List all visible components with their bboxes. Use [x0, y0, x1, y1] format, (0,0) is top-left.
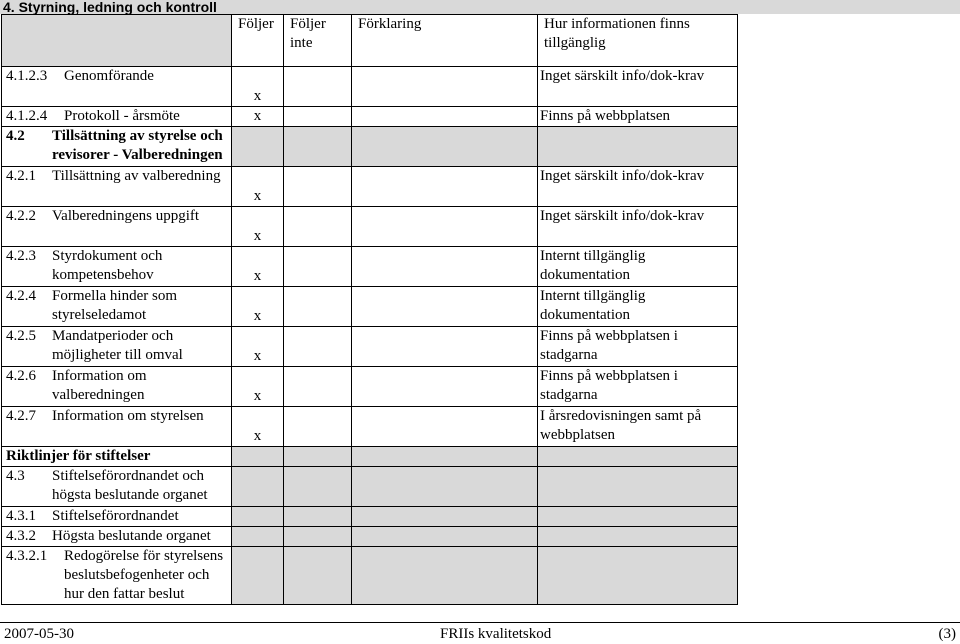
foljer-inte-cell	[284, 247, 352, 287]
forklaring-cell	[352, 527, 538, 547]
foljer-mark: x	[232, 407, 284, 447]
forklaring-cell	[352, 67, 538, 107]
info-cell	[538, 527, 738, 547]
col-header-foljer-inte: Följer inte	[284, 15, 352, 67]
foljer-inte-cell	[284, 467, 352, 507]
header-blank-cell	[2, 15, 232, 67]
row-label-cell	[2, 107, 232, 127]
foljer-mark: x	[232, 207, 284, 247]
row-label-cell	[2, 407, 232, 447]
row-label-cell	[2, 527, 232, 547]
foljer-inte-cell	[284, 447, 352, 467]
row-label-cell	[2, 367, 232, 407]
info-cell: Inget särskilt info/dok-krav	[538, 167, 738, 207]
forklaring-cell	[352, 327, 538, 367]
col-header-forklaring: Förklaring	[352, 15, 538, 67]
row-title: Högsta beslutande organet	[52, 528, 211, 544]
table-row	[2, 367, 738, 407]
section-heading: 4. Styrning, ledning och kontroll	[0, 0, 960, 14]
row-number: 4.2.7	[6, 408, 36, 424]
info-cell: Inget särskilt info/dok-krav	[538, 207, 738, 247]
row-label-cell	[2, 167, 232, 207]
forklaring-cell	[352, 287, 538, 327]
foljer-inte-cell	[284, 367, 352, 407]
foljer-mark	[232, 467, 284, 507]
foljer-mark: x	[232, 167, 284, 207]
forklaring-cell	[352, 407, 538, 447]
foljer-inte-cell	[284, 67, 352, 107]
row-label-cell	[2, 287, 232, 327]
row-number: 4.1.2.4	[6, 108, 48, 124]
forklaring-cell	[352, 107, 538, 127]
row-title: Styrdokument och kompetensbehov	[52, 248, 163, 283]
info-cell: Finns på webbplatsen i stadgarna	[538, 327, 738, 367]
table-row	[2, 207, 738, 247]
footer-date: 2007-05-30	[4, 626, 74, 642]
foljer-mark: x	[232, 107, 284, 127]
row-number: 4.3.2.1	[6, 548, 48, 564]
foljer-mark: x	[232, 327, 284, 367]
foljer-inte-cell	[284, 327, 352, 367]
foljer-inte-cell	[284, 527, 352, 547]
forklaring-cell	[352, 507, 538, 527]
info-cell	[538, 447, 738, 467]
table-row	[2, 107, 738, 127]
row-label-cell	[2, 467, 232, 507]
row-number: 4.2	[6, 128, 25, 144]
info-cell	[538, 507, 738, 527]
foljer-mark	[232, 527, 284, 547]
foljer-mark: x	[232, 247, 284, 287]
row-title: Information om styrelsen	[52, 408, 204, 424]
row-title: Tillsättning av valberedning	[52, 168, 221, 184]
foljer-inte-cell	[284, 547, 352, 605]
table-row	[2, 247, 738, 287]
foljer-inte-cell	[284, 127, 352, 167]
foljer-inte-cell	[284, 507, 352, 527]
table-row	[2, 547, 738, 605]
table-row	[2, 447, 738, 467]
row-title: Stiftelseförordnandet	[52, 508, 179, 524]
info-cell	[538, 547, 738, 605]
forklaring-cell	[352, 547, 538, 605]
row-label-cell	[2, 247, 232, 287]
row-title: Information om valberedningen	[52, 368, 147, 403]
row-number: 4.2.3	[6, 248, 36, 264]
foljer-mark	[232, 127, 284, 167]
info-cell: Finns på webbplatsen	[538, 107, 738, 127]
foljer-mark	[232, 447, 284, 467]
table-row	[2, 507, 738, 527]
table-row	[2, 467, 738, 507]
info-cell: Inget särskilt info/dok-krav	[538, 67, 738, 107]
table-row	[2, 527, 738, 547]
compliance-table	[1, 14, 738, 605]
row-number: 4.3	[6, 468, 25, 484]
table-row	[2, 127, 738, 167]
forklaring-cell	[352, 207, 538, 247]
row-title: Stiftelseförordnandet och högsta beslutande organet	[52, 468, 208, 503]
row-title: Formella hinder som styrelseledamot	[52, 288, 177, 323]
info-cell: I årsredovisningen samt på webbplatsen	[538, 407, 738, 447]
forklaring-cell	[352, 367, 538, 407]
row-label-cell	[2, 547, 232, 605]
forklaring-cell	[352, 467, 538, 507]
row-label-cell	[2, 127, 232, 167]
info-cell: Internt tillgänglig dokumentation	[538, 287, 738, 327]
row-number: 4.2.4	[6, 288, 36, 304]
table-row	[2, 167, 738, 207]
foljer-inte-cell	[284, 107, 352, 127]
row-number: 4.3.1	[6, 508, 36, 524]
info-cell: Finns på webbplatsen i stadgarna	[538, 367, 738, 407]
foljer-mark: x	[232, 287, 284, 327]
row-number: 4.2.1	[6, 168, 36, 184]
row-number: 4.3.2	[6, 528, 36, 544]
row-number: 4.1.2.3	[6, 68, 48, 84]
forklaring-cell	[352, 167, 538, 207]
table-row	[2, 67, 738, 107]
table-row	[2, 287, 738, 327]
row-title: Genomförande	[64, 68, 154, 84]
forklaring-cell	[352, 447, 538, 467]
row-number: 4.2.5	[6, 328, 36, 344]
foljer-inte-cell	[284, 407, 352, 447]
foljer-mark: x	[232, 367, 284, 407]
forklaring-cell	[352, 247, 538, 287]
row-title: Valberedningens uppgift	[52, 208, 200, 224]
table-row	[2, 327, 738, 367]
table-row	[2, 407, 738, 447]
row-label-cell	[2, 67, 232, 107]
foljer-mark	[232, 507, 284, 527]
row-title: Tillsättning av styrelse och revisorer - Valberedningen	[52, 128, 223, 163]
header-row	[2, 15, 738, 67]
foljer-mark: x	[232, 67, 284, 107]
footer-page-number: (3)	[938, 626, 956, 642]
row-title: Protokoll - årsmöte	[64, 108, 180, 124]
row-label-cell	[2, 507, 232, 527]
row-label-cell	[2, 207, 232, 247]
col-header-foljer: Följer	[232, 15, 284, 67]
foljer-inte-cell	[284, 207, 352, 247]
row-number: 4.2.6	[6, 368, 36, 384]
row-title: Riktlinjer för stiftelser	[2, 447, 232, 467]
page-footer	[0, 622, 960, 642]
row-label-cell	[2, 327, 232, 367]
info-cell: Internt tillgänglig dokumentation	[538, 247, 738, 287]
row-title: Mandatperioder och möjligheter till omval	[52, 328, 183, 363]
info-cell	[538, 467, 738, 507]
forklaring-cell	[352, 127, 538, 167]
col-header-hur: Hur informationen finns tillgänglig	[538, 15, 738, 67]
foljer-inte-cell	[284, 287, 352, 327]
row-number: 4.2.2	[6, 208, 36, 224]
foljer-inte-cell	[284, 167, 352, 207]
row-title: Redogörelse för styrelsens beslutsbefogenheter och hur den fattar beslut	[64, 548, 224, 602]
footer-title: FRIIs kvalitetskod	[440, 626, 552, 642]
foljer-mark	[232, 547, 284, 605]
info-cell	[538, 127, 738, 167]
